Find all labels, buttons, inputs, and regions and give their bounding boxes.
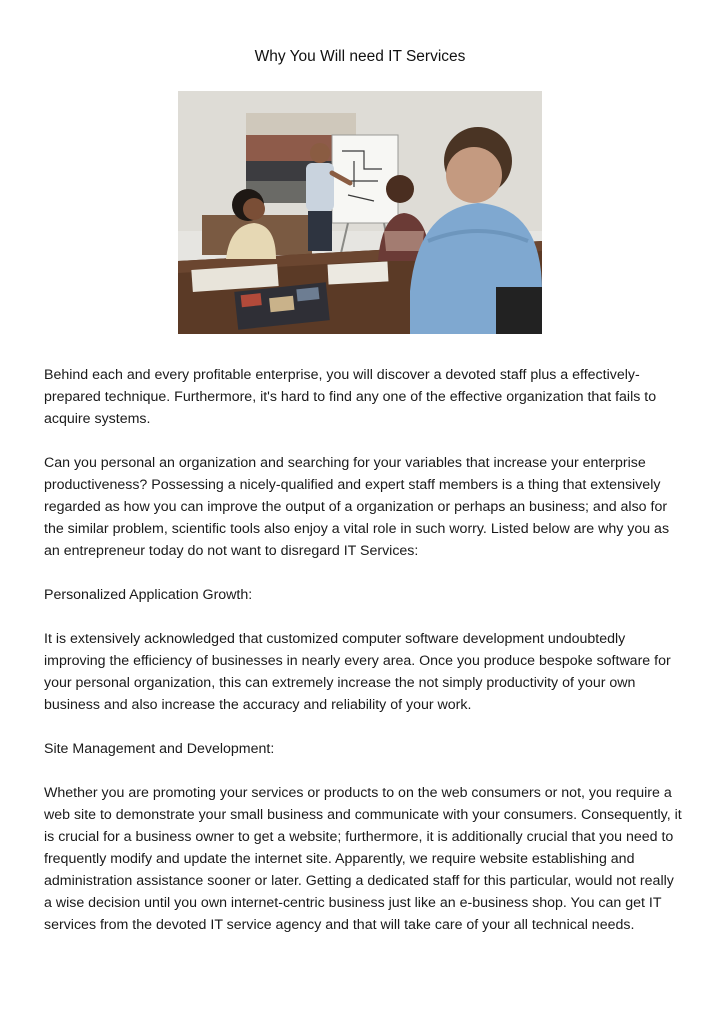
meeting-photo-illustration [178,91,542,334]
paragraph-intro: Behind each and every profitable enterprise, you will discover a devoted staff plus a effectively-prepared technique. Furthermore, it's hard to find any one of the effective organization that fails to acquire systems. [44,367,657,427]
article-body [44,364,684,958]
paragraph-custom-software: It is extensively acknowledged that customized computer software development undoubtedly improving the efficiency of businesses in nearly every area. Once you produce bespoke software for your personal organization, this can extremely increase the not simply productivity of your own business and also increase the accuracy and reliability of your work. [44,631,671,713]
section-heading-custom-software: Personalized Application Growth: [44,587,253,603]
paragraph-question: Can you personal an organization and searching for your variables that increase your enterprise productiveness? Possessing a nicely-qualified and expert staff members is a thing that extensively regarded as how you can improve the output of a organization or perhaps an business; and also for the similar problem, scientific tools also enjoy a vital role in such worry. Listed below are why you as an entrepreneur today do not want to disregard IT Services: [44,455,670,559]
paragraph-site-management: Whether you are promoting your services or products to on the web consumers or not, you require a web site to demonstrate your small business and communicate with your consumers. Consequently, it is crucial for a business owner to get a website; furthermore, it is additionally crucial that you need to frequently modify and update the internet site. Apparently, we require website establishing and administration assistance sooner or later. Getting a dedicated staff for this particular, would not really a wise decision until you own internet-centric business just like an e-business shop. You can get IT services from the devoted IT service agency and that will take care of your all technical needs. [44,785,682,933]
meeting-photo [178,91,542,334]
section-heading-site-management: Site Management and Development: [44,741,275,757]
page-title: Why You Will need IT Services [254,48,466,65]
